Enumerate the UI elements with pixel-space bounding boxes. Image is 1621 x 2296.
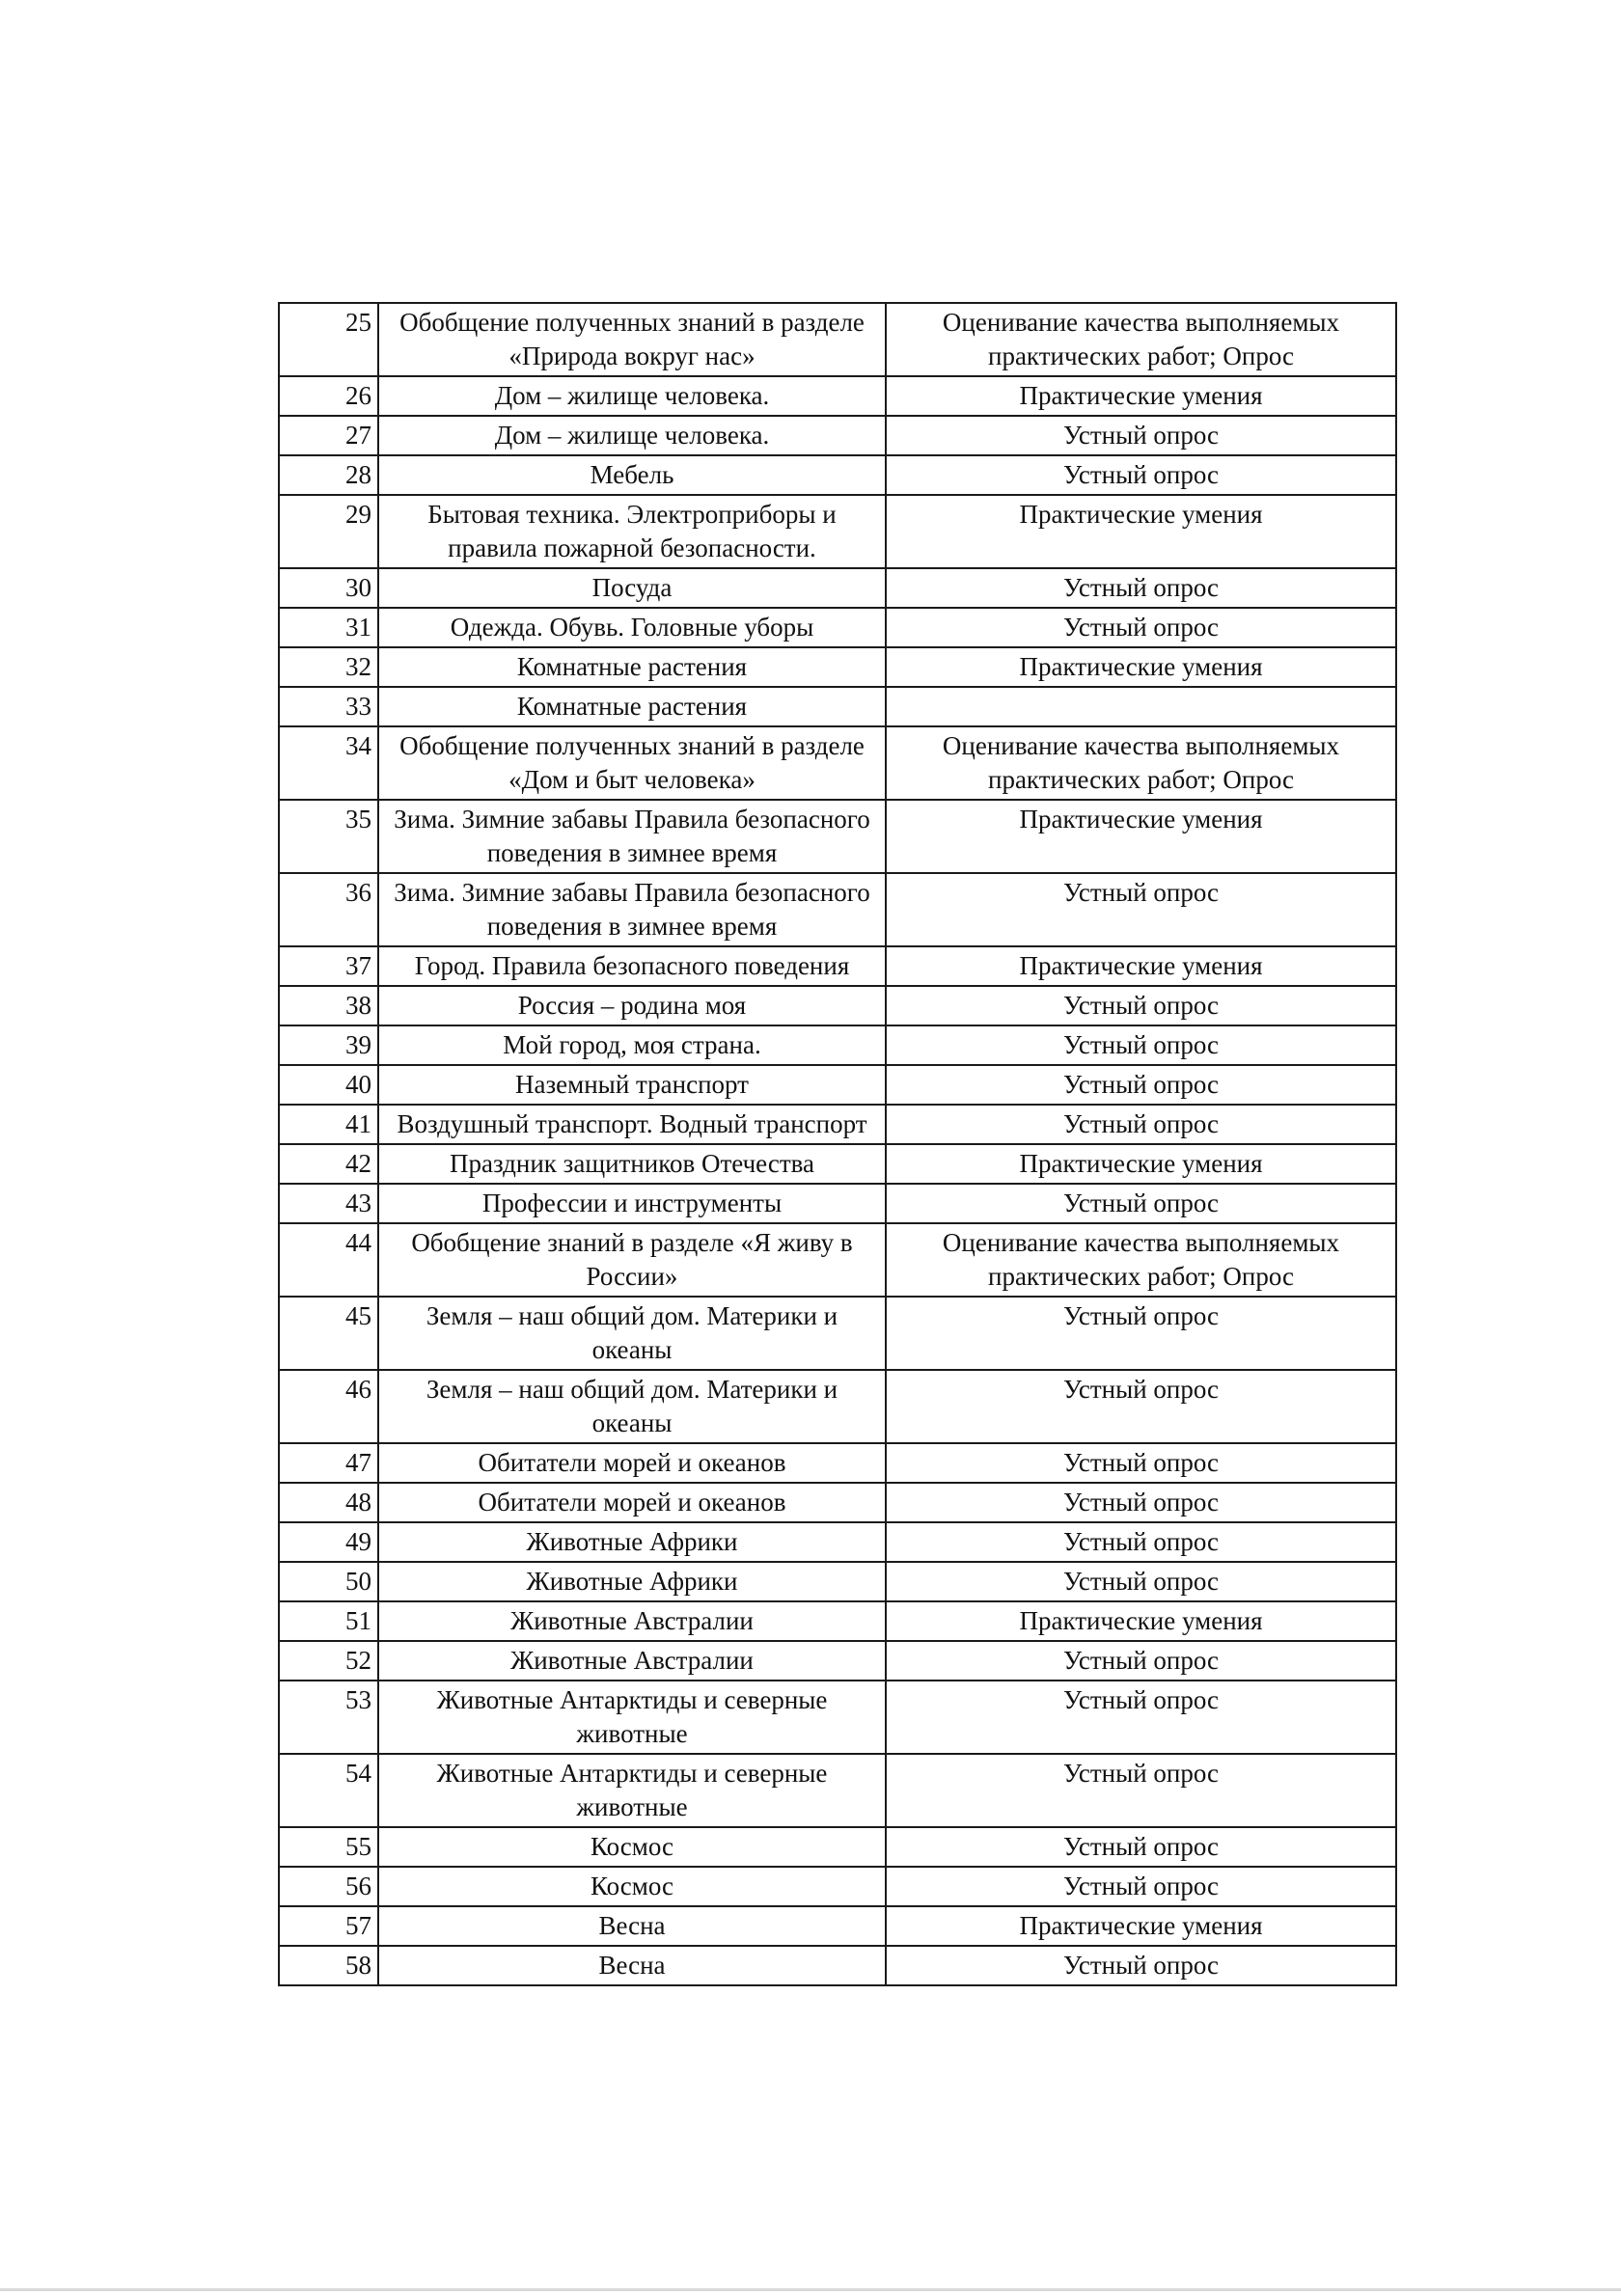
control-form: Устный опрос [886,1946,1396,1985]
lesson-number: 42 [279,1144,378,1184]
lesson-topic: Комнатные растения [378,687,886,726]
lesson-number: 34 [279,726,378,800]
control-form: Практические умения [886,946,1396,986]
lesson-topic: Животные Антарктиды и северные животные [378,1754,886,1827]
control-form: Устный опрос [886,986,1396,1025]
table-row [279,1184,1396,1223]
lesson-topic: Зима. Зимние забавы Правила безопасного поведения в зимнее время [378,873,886,946]
control-form: Практические умения [886,495,1396,568]
table-row [279,986,1396,1025]
table-row [279,1754,1396,1827]
lesson-topic: Животные Антарктиды и северные животные [378,1681,886,1754]
lesson-topic: Обобщение знаний в разделе «Я живу в России» [378,1223,886,1297]
control-form: Практические умения [886,800,1396,873]
lesson-number: 32 [279,647,378,687]
lesson-number: 53 [279,1681,378,1754]
lesson-number: 46 [279,1370,378,1443]
lesson-number: 58 [279,1946,378,1985]
lesson-topic: Дом – жилище человека. [378,376,886,416]
control-form: Устный опрос [886,1065,1396,1105]
table-row [279,1144,1396,1184]
control-form: Устный опрос [886,608,1396,647]
control-form: Устный опрос [886,1754,1396,1827]
control-form: Оценивание качества выполняемых практических работ; Опрос [886,1223,1396,1297]
control-form: Устный опрос [886,1370,1396,1443]
lesson-topic: Праздник защитников Отечества [378,1144,886,1184]
table-row [279,1562,1396,1601]
lesson-topic: Земля – наш общий дом. Материки и океаны [378,1297,886,1370]
table-row [279,1105,1396,1144]
table-row [279,1370,1396,1443]
table-row [279,455,1396,495]
table-row [279,800,1396,873]
control-form: Устный опрос [886,1443,1396,1483]
table-row [279,1601,1396,1641]
lesson-number: 25 [279,303,378,376]
table-row [279,1297,1396,1370]
lesson-number: 57 [279,1906,378,1946]
lesson-topic: Обобщение полученных знаний в разделе «Природа вокруг нас» [378,303,886,376]
control-form: Устный опрос [886,568,1396,608]
control-form: Практические умения [886,647,1396,687]
lesson-number: 38 [279,986,378,1025]
lesson-number: 48 [279,1483,378,1522]
control-form: Устный опрос [886,1827,1396,1867]
control-form: Устный опрос [886,1297,1396,1370]
lesson-topic: Посуда [378,568,886,608]
table-row [279,1522,1396,1562]
lesson-topic: Космос [378,1827,886,1867]
table-row [279,1681,1396,1754]
table-row [279,1443,1396,1483]
lesson-topic: Воздушный транспорт. Водный транспорт [378,1105,886,1144]
lesson-topic: Животные Австралии [378,1641,886,1681]
lesson-topic: Одежда. Обувь. Головные уборы [378,608,886,647]
table-row [279,647,1396,687]
lesson-topic: Обобщение полученных знаний в разделе «Дом и быт человека» [378,726,886,800]
lesson-topic: Земля – наш общий дом. Материки и океаны [378,1370,886,1443]
lesson-number: 47 [279,1443,378,1483]
control-form: Оценивание качества выполняемых практических работ; Опрос [886,726,1396,800]
lesson-topic: Мебель [378,455,886,495]
lesson-number: 50 [279,1562,378,1601]
lesson-number: 51 [279,1601,378,1641]
control-form: Устный опрос [886,1641,1396,1681]
lesson-topic: Дом – жилище человека. [378,416,886,455]
lesson-topic: Наземный транспорт [378,1065,886,1105]
lesson-number: 27 [279,416,378,455]
lesson-topic: Космос [378,1867,886,1906]
table-row [279,1867,1396,1906]
lesson-number: 45 [279,1297,378,1370]
lesson-number: 40 [279,1065,378,1105]
control-form: Практические умения [886,1144,1396,1184]
lesson-number: 43 [279,1184,378,1223]
control-form: Устный опрос [886,1105,1396,1144]
table-row [279,1483,1396,1522]
table-row [279,568,1396,608]
table-row [279,1025,1396,1065]
lesson-topic: Бытовая техника. Электроприборы и правила пожарной безопасности. [378,495,886,568]
lesson-number: 28 [279,455,378,495]
table-row [279,303,1396,376]
table-row [279,1906,1396,1946]
lesson-number: 44 [279,1223,378,1297]
table-row [279,1946,1396,1985]
table-row [279,1827,1396,1867]
lesson-number: 33 [279,687,378,726]
table-row [279,1641,1396,1681]
lesson-topic: Животные Австралии [378,1601,886,1641]
table-row [279,495,1396,568]
lesson-topic: Обитатели морей и океанов [378,1443,886,1483]
lesson-number: 52 [279,1641,378,1681]
scan-edge [0,2288,1621,2291]
control-form: Устный опрос [886,1025,1396,1065]
lesson-number: 37 [279,946,378,986]
lesson-topic: Животные Африки [378,1562,886,1601]
control-form: Практические умения [886,376,1396,416]
lesson-topic: Комнатные растения [378,647,886,687]
lesson-number: 41 [279,1105,378,1144]
table-row [279,416,1396,455]
lesson-topic: Россия – родина моя [378,986,886,1025]
table-row [279,608,1396,647]
control-form: Устный опрос [886,1483,1396,1522]
lesson-topic: Весна [378,1906,886,1946]
control-form [886,687,1396,726]
lesson-topic: Профессии и инструменты [378,1184,886,1223]
control-form: Устный опрос [886,1562,1396,1601]
table-row [279,1065,1396,1105]
table-row [279,687,1396,726]
lesson-number: 49 [279,1522,378,1562]
lesson-number: 39 [279,1025,378,1065]
lesson-plan-table [278,302,1397,1986]
table-row [279,946,1396,986]
lesson-topic: Мой город, моя страна. [378,1025,886,1065]
lesson-topic: Обитатели морей и океанов [378,1483,886,1522]
control-form: Устный опрос [886,1184,1396,1223]
lesson-number: 29 [279,495,378,568]
table-row [279,1223,1396,1297]
control-form: Устный опрос [886,873,1396,946]
table-body [279,303,1396,1985]
lesson-number: 30 [279,568,378,608]
lesson-topic: Зима. Зимние забавы Правила безопасного поведения в зимнее время [378,800,886,873]
lesson-number: 55 [279,1827,378,1867]
control-form: Устный опрос [886,416,1396,455]
lesson-topic: Животные Африки [378,1522,886,1562]
lesson-topic: Город. Правила безопасного поведения [378,946,886,986]
control-form: Устный опрос [886,455,1396,495]
lesson-number: 35 [279,800,378,873]
table-row [279,726,1396,800]
control-form: Устный опрос [886,1522,1396,1562]
control-form: Устный опрос [886,1681,1396,1754]
control-form: Оценивание качества выполняемых практических работ; Опрос [886,303,1396,376]
table-row [279,376,1396,416]
lesson-number: 36 [279,873,378,946]
control-form: Практические умения [886,1601,1396,1641]
lesson-number: 31 [279,608,378,647]
lesson-number: 54 [279,1754,378,1827]
table-row [279,873,1396,946]
control-form: Практические умения [886,1906,1396,1946]
lesson-topic: Весна [378,1946,886,1985]
lesson-number: 26 [279,376,378,416]
control-form: Устный опрос [886,1867,1396,1906]
lesson-number: 56 [279,1867,378,1906]
